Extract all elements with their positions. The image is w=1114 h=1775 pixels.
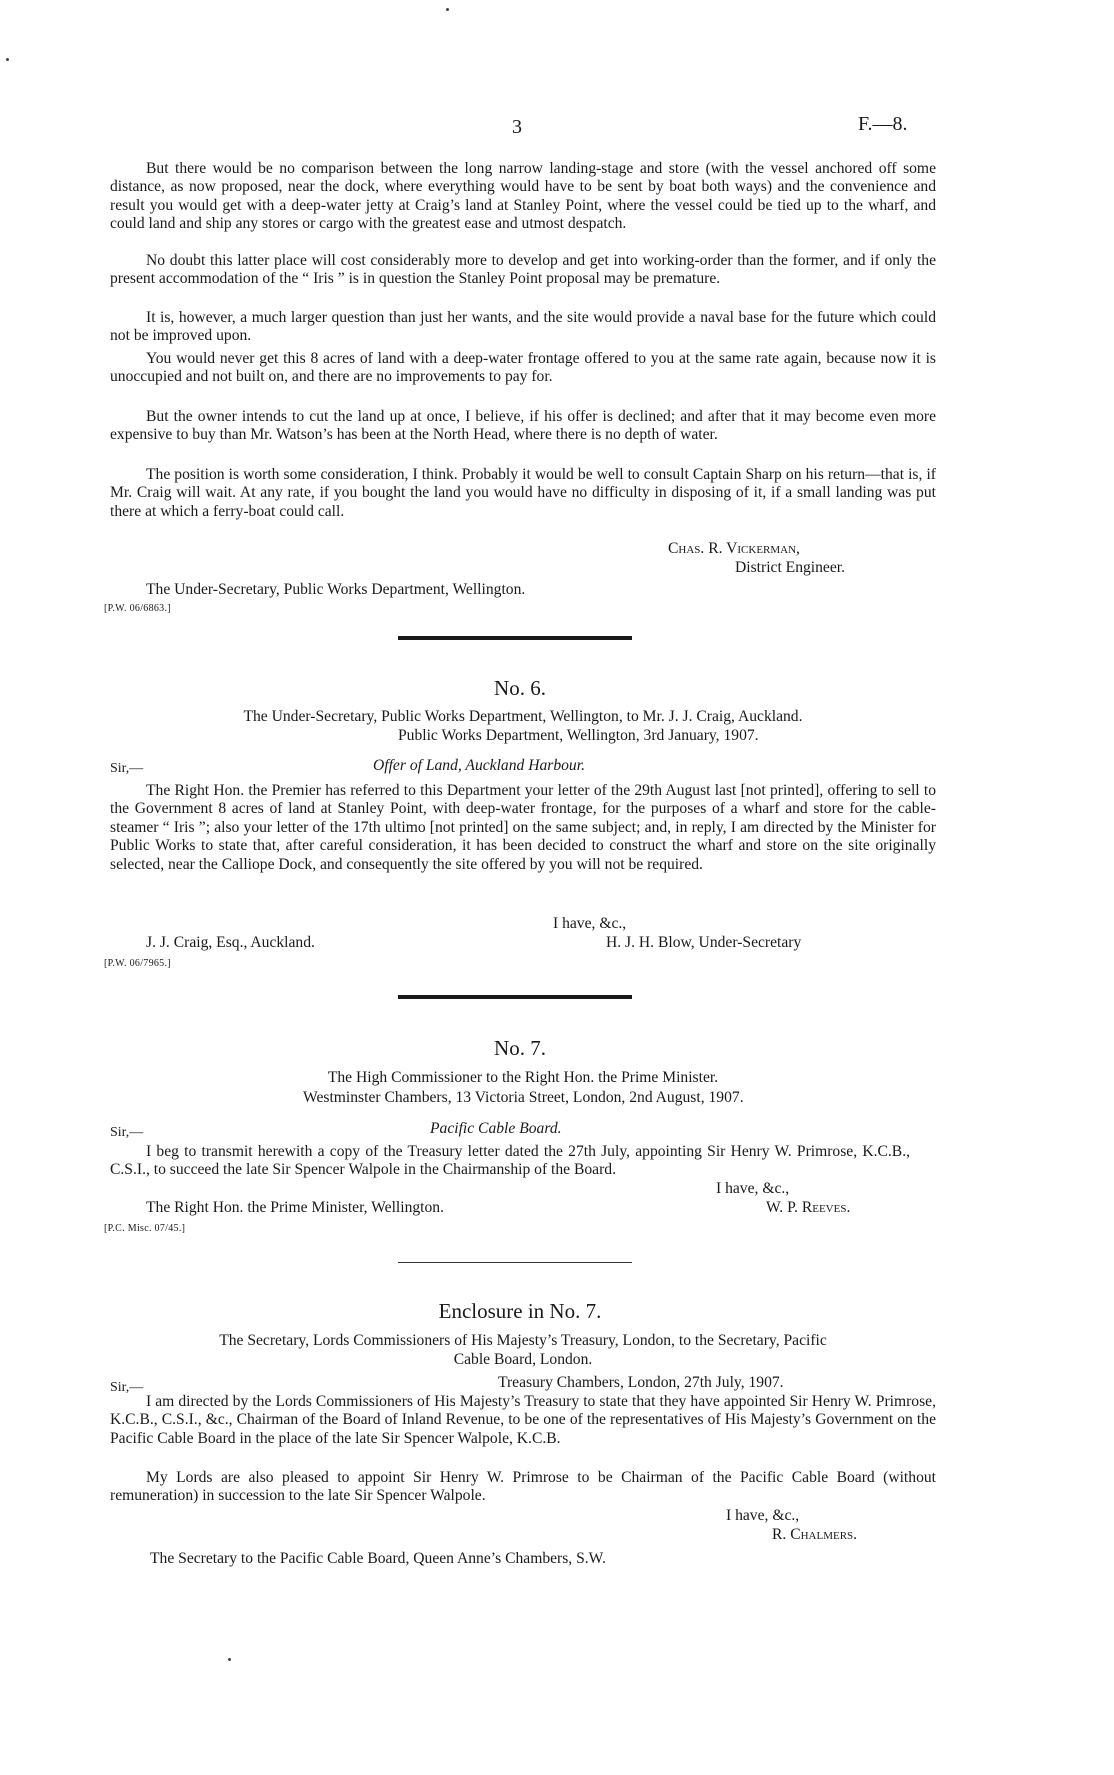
document-reference: F.—8.	[858, 113, 908, 135]
letter-heading: No. 7.	[494, 1036, 546, 1060]
speck-mark	[228, 1658, 231, 1661]
letter-from-to: The High Commissioner to the Right Hon. the Prime Minister.	[327, 1069, 719, 1086]
page-number: 3	[512, 116, 522, 138]
paragraph: It is, however, a much larger question than just her wants, and the site would provide a naval base for the future which could not be improved upon.	[110, 309, 936, 345]
speck-mark	[6, 58, 9, 61]
addressee: The Secretary to the Pacific Cable Board, Queen Anne’s Chambers, S.W.	[150, 1550, 606, 1567]
salutation: Sir,—	[110, 1380, 144, 1395]
place-date: Public Works Department, Wellington, 3rd January, 1907.	[398, 727, 759, 744]
paragraph: No doubt this latter place will cost considerably more to develop and get into working-order than the former, and if only the present accommodation of the “ Iris ” is in question the Stanley Point proposal may be premature.	[110, 252, 936, 288]
signature: W. P. Reeves.	[766, 1199, 851, 1216]
salutation: Sir,—	[110, 1125, 144, 1140]
speck-mark	[446, 8, 449, 11]
signature: R. Chalmers.	[772, 1526, 858, 1543]
paragraph: The position is worth some consideration, I think. Probably it would be well to consult Captain Sharp on his return—that is, if Mr. Craig will wait. At any rate, if you bought the land you would have no difficulty in disposing of it, if a small landing was put there at which a ferry-boat could call.	[110, 466, 936, 520]
enclosure-heading: Enclosure in No. 7.	[438, 1299, 602, 1323]
letter-subject: Offer of Land, Auckland Harbour.	[373, 757, 585, 774]
letter-body: The Right Hon. the Premier has referred to this Department your letter of the 29th August last [not printed], offering to sell to the Government 8 acres of land at Stanley Point, with deep-water frontage, for the purposes of a wharf and store for the cable-steamer “ Iris ”; also your letter of the 17th ultimo [not printed] on the same subject; and, in reply, I am directed by the Minister for Public Works to state that, after careful consideration, it has been decided to construct the wharf and store on the site originally selected, near the Calliope Dock, and consequently the site offered by you will not be required.	[110, 782, 936, 873]
salutation: Sir,—	[110, 761, 144, 776]
paragraph: I am directed by the Lords Commissioners of His Majesty’s Treasury to state that they have appointed Sir Henry W. Primrose, K.C.B., C.S.I., &c., Chairman of the Board of Inland Revenue, to be one of the representatives of His Majesty’s Government on the Pacific Cable Board in the place of the late Sir Spencer Walpole, K.C.B.	[110, 1393, 936, 1447]
file-reference: [P.C. Misc. 07/45.]	[104, 1223, 186, 1234]
addressee: The Right Hon. the Prime Minister, Wellington.	[146, 1199, 444, 1216]
closing: I have, &c.,	[553, 915, 627, 932]
paragraph: But the owner intends to cut the land up at once, I believe, if his offer is declined; and after that it may become even more expensive to buy than Mr. Watson’s has been at the North Head, where there is no depth of water.	[110, 408, 936, 444]
file-reference: [P.W. 06/7965.]	[104, 958, 171, 969]
section-divider	[398, 1262, 632, 1263]
addressee: The Under-Secretary, Public Works Department, Wellington.	[146, 581, 526, 598]
letter-body: I beg to transmit herewith a copy of the Treasury letter dated the 27th July, appointing Sir Henry W. Primrose, K.C.B., C.S.I., to succeed the late Sir Spencer Walpole in the Chairmanship of the Board.	[110, 1143, 910, 1179]
closing: I have, &c.,	[726, 1507, 800, 1524]
paragraph: But there would be no comparison between the long narrow landing-stage and store (with the vessel anchored off some distance, as now proposed, near the dock, where everything would have to be sent by boat both ways) and the convenience and result you would get with a deep-water jetty at Craig’s land at Stanley Point, where the vessel could be tied up to the wharf, and could land and ship any stores or cargo with the greatest ease and utmost despatch.	[110, 160, 936, 233]
paragraph: You would never get this 8 acres of land with a deep-water frontage offered to you at the same rate again, because now it is unoccupied and not built on, and there are no improvements to pay for.	[110, 350, 936, 386]
signature: H. J. H. Blow, Under-Secretary	[606, 934, 802, 951]
signature-name: Chas. R. Vickerman,	[668, 540, 800, 557]
enclosure-from-to: Cable Board, London.	[453, 1351, 593, 1368]
addressee: J. J. Craig, Esq., Auckland.	[146, 934, 315, 951]
file-reference: [P.W. 06/6863.]	[104, 603, 171, 614]
place-date: Treasury Chambers, London, 27th July, 1907.	[498, 1374, 784, 1391]
signature-title: District Engineer.	[735, 559, 845, 576]
section-divider	[398, 636, 632, 640]
closing: I have, &c.,	[716, 1180, 790, 1197]
letter-subject: Pacific Cable Board.	[430, 1120, 562, 1137]
place-date: Westminster Chambers, 13 Victoria Street, London, 2nd August, 1907.	[303, 1089, 744, 1106]
letter-from-to: The Under-Secretary, Public Works Department, Wellington, to Mr. J. J. Craig, Auckland.	[243, 708, 803, 725]
letter-heading: No. 6.	[494, 676, 546, 700]
section-divider	[398, 995, 632, 999]
enclosure-from-to: The Secretary, Lords Commissioners of His Majesty’s Treasury, London, to the Secretary, Pacific	[219, 1332, 827, 1349]
paragraph: My Lords are also pleased to appoint Sir Henry W. Primrose to be Chairman of the Pacific Cable Board (without remuneration) in succession to the late Sir Spencer Walpole.	[110, 1469, 936, 1505]
